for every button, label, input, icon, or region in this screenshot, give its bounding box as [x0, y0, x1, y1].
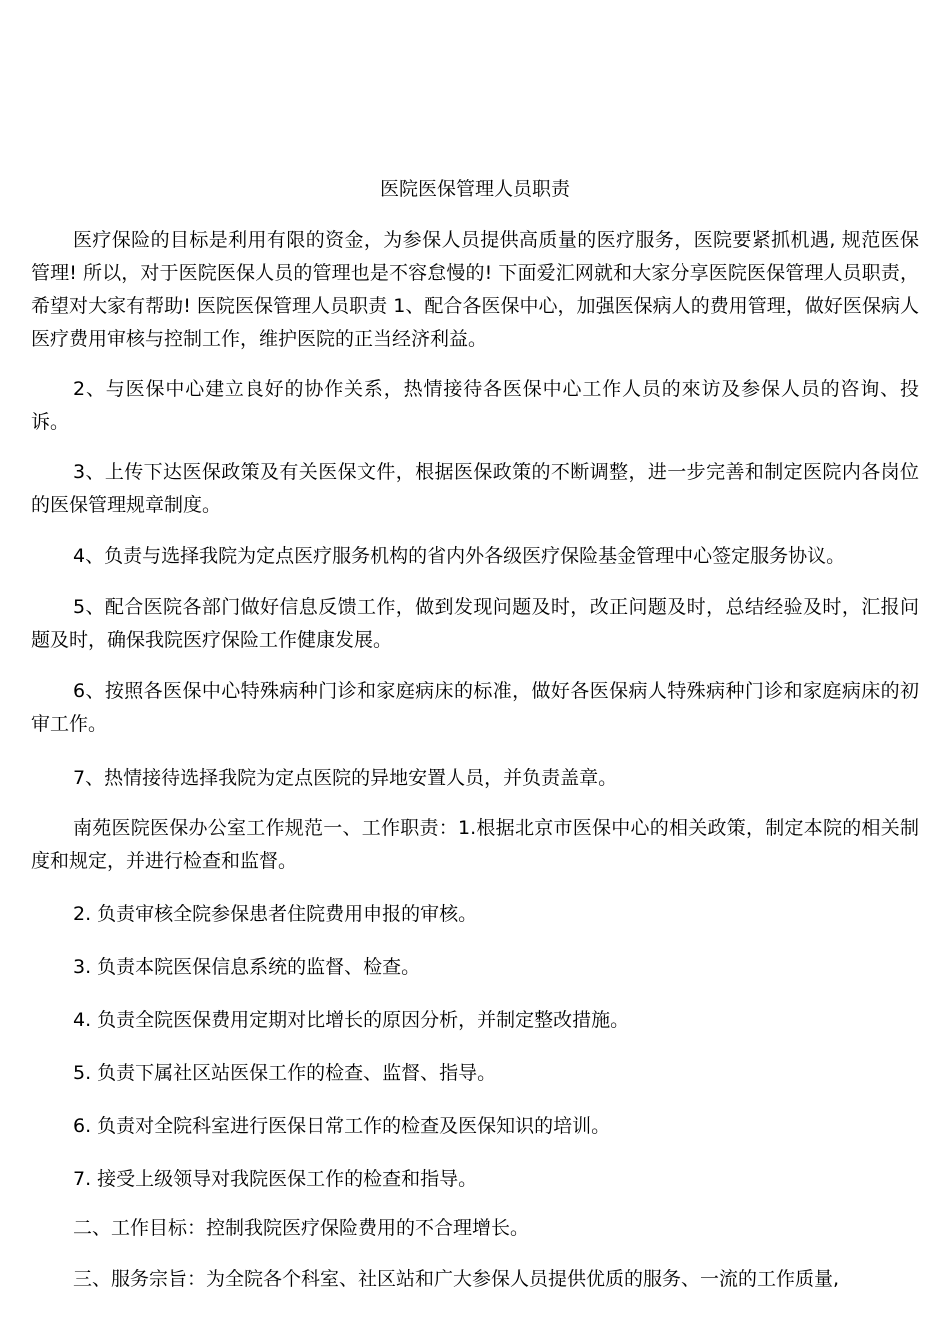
paragraph-intro: 医疗保险的目标是利用有限的资金，为参保人员提供高质量的医疗服务，医院要紧抓机遇, 规范医保管理! 所以，对于医院医保人员的管理也是不容怠慢的! 下面爱汇网就和大家分享医院医保管理人员职责，希望对大家有帮助! 医院医保管理人员职责 1、配合各医保中心，加强医保病人的费用管理，做好医保病人医疗费用审核与控制工作，维护医院的正当经济利益。	[31, 229, 919, 350]
paragraph-item-7: 7. 接受上级领导对我院医保工作的检查和指导。	[73, 1168, 478, 1190]
paragraph-goal: 二、工作目标：控制我院医疗保险费用的不合理增长。	[73, 1217, 530, 1239]
paragraph-duty-7: 7、热情接待选择我院为定点医院的异地安置人员，并负责盖章。	[73, 767, 618, 789]
paragraph-purpose: 三、服务宗旨：为全院各个科室、社区站和广大参保人员提供优质的服务、一流的工作质量,	[73, 1268, 840, 1290]
paragraph-item-4: 4. 负责全院医保费用定期对比增长的原因分析，并制定整改措施。	[73, 1009, 630, 1031]
paragraph-duty-4: 4、负责与选择我院为定点医疗服务机构的省内外各级医疗保险基金管理中心签定服务协议。	[73, 545, 846, 567]
paragraph-item-6: 6. 负责对全院科室进行医保日常工作的检查及医保知识的培训。	[73, 1115, 611, 1137]
paragraph-duty-2: 2、与医保中心建立良好的协作关系，热情接待各医保中心工作人员的來访及参保人员的咨询、投诉。	[31, 378, 919, 433]
paragraph-nanyuan-intro: 南苑医院医保办公室工作规范一、工作职责：1.根据北京市医保中心的相关政策，制定本院的相关制度和规定，并进行检查和监督。	[31, 817, 919, 872]
paragraph-duty-3: 3、上传下达医保政策及有关医保文件，根据医保政策的不断调整，进一步完善和制定医院内各岗位的医保管理规章制度。	[31, 461, 919, 516]
paragraph-item-2: 2. 负责审核全院参保患者住院费用申报的审核。	[73, 903, 478, 925]
document-title: 医院医保管理人员职责	[379, 178, 570, 200]
paragraph-item-5: 5. 负责下属社区站医保工作的检查、监督、指导。	[73, 1062, 497, 1084]
paragraph-duty-5: 5、配合医院各部门做好信息反馈工作，做到发现问题及时，改正问题及时，总结经验及时，汇报问题及时，确保我院医疗保险工作健康发展。	[31, 596, 919, 651]
paragraph-item-3: 3. 负责本院医保信息系统的监督、检查。	[73, 956, 421, 978]
paragraph-duty-6: 6、按照各医保中心特殊病种门诊和家庭病床的标准，做好各医保病人特殊病种门诊和家庭病床的初审工作。	[31, 680, 919, 735]
